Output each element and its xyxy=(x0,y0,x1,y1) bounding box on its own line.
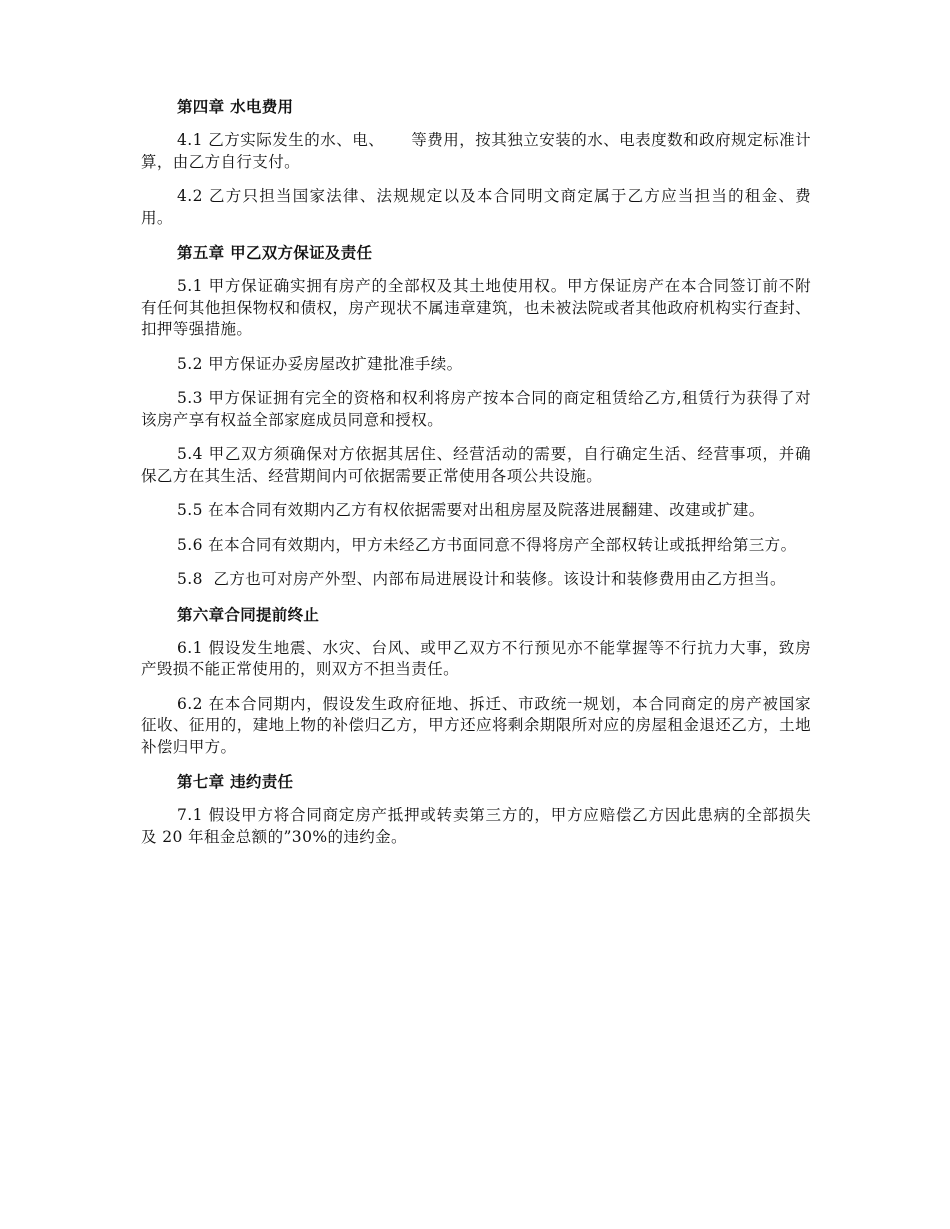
document-body xyxy=(141,96,811,861)
clause-4-2: 4.2 乙方只担当国家法律、法规规定以及本合同明文商定属于乙方应当担当的租金、费用。 xyxy=(141,187,811,227)
clause-4-1: 4.1 乙方实际发生的水、电、 等费用，按其独立安装的水、电表度数和政府规定标准计算，由乙方自行支付。 xyxy=(141,131,811,171)
clause-7-1: 7.1 假设甲方将合同商定房产抵押或转卖第三方的，甲方应赔偿乙方因此患病的全部损失及 20 年租金总额的”30%的违约金。 xyxy=(141,806,811,846)
clause-5-3: 5.3 甲方保证拥有完全的资格和权利将房产按本合同的商定租赁给乙方,租赁行为获得了对该房产享有权益全部家庭成员同意和授权。 xyxy=(141,389,811,429)
clause-5-1: 5.1 甲方保证确实拥有房产的全部权及其土地使用权。甲方保证房产在本合同签订前不附有任何其他担保物权和债权，房产现状不属违章建筑，也未被法院或者其他政府机构实行查封、扣押等强措施。 xyxy=(141,277,811,338)
clause-6-2: 6.2 在本合同期内，假设发生政府征地、拆迁、市政统一规划，本合同商定的房产被国家征收、征用的，建地上物的补偿归乙方，甲方还应将剩余期限所对应的房屋租金退还乙方，土地补偿归甲方。 xyxy=(141,694,811,756)
clause-5-6: 5.6 在本合同有效期内，甲方未经乙方书面同意不得将房产全部权转让或抵押给第三方。 xyxy=(177,535,797,554)
section-heading-chapter-5: 第五章 甲乙双方保证及责任 xyxy=(177,244,373,262)
section-heading-chapter-7: 第七章 违约责任 xyxy=(177,773,294,791)
section-heading-chapter-4: 第四章 水电费用 xyxy=(177,98,294,116)
clause-5-2: 5.2 甲方保证办妥房屋改扩建批准手续。 xyxy=(177,354,463,373)
section-heading-chapter-6: 第六章合同提前终止 xyxy=(177,605,320,624)
clause-5-8: 5.8 乙方也可对房产外型、内部布局进展设计和装修。该设计和装修费用由乙方担当。 xyxy=(177,570,786,588)
clause-6-1: 6.1 假设发生地震、水灾、台风、或甲乙双方不行预见亦不能掌握等不行抗力大事，致房产毁损不能正常使用的，则双方不担当责任。 xyxy=(141,638,811,678)
clause-5-5: 5.5 在本合同有效期内乙方有权依据需要对出租房屋及院落进展翻建、改建或扩建。 xyxy=(177,501,765,519)
clause-5-4: 5.4 甲乙双方须确保对方依据其居住、经营活动的需要，自行确定生活、经营事项，并确保乙方在其生活、经营期间内可依据需要正常使用各项公共设施。 xyxy=(141,445,811,485)
